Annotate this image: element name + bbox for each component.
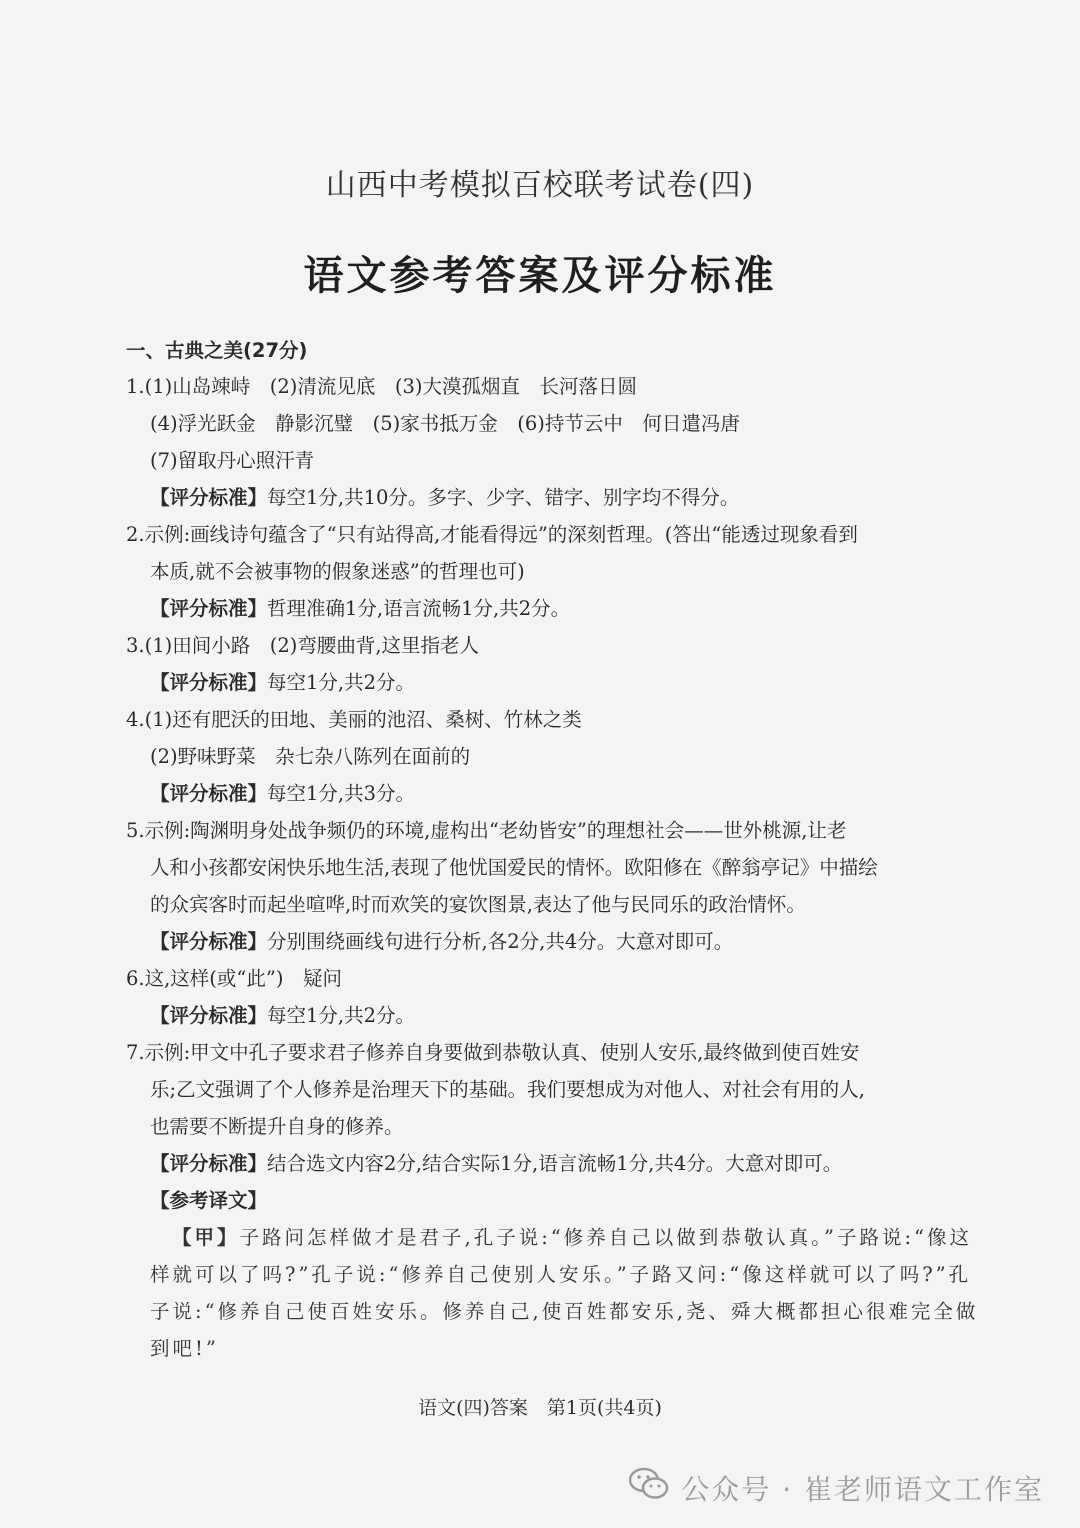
scoring-label: 【评分标准】	[150, 930, 268, 953]
translation-heading: 【参考译文】	[150, 1189, 268, 1212]
scoring-text: 每空1分,共2分。	[267, 671, 416, 694]
watermark	[627, 1466, 1044, 1509]
translation-line: 样就可以了吗?”孔子说:“修养自己使别人安乐。”子路又问:“像这样就可以了吗?”孔	[150, 1263, 972, 1286]
translation-line	[172, 1225, 972, 1251]
scoring-label: 【评分标准】	[150, 1152, 268, 1175]
answer-line: 的众宾客时而起坐喧哗,时而欢笑的宴饮图景,表达了他与民同乐的政治情怀。	[150, 893, 806, 916]
scoring-label: 【评分标准】	[150, 597, 268, 620]
scoring-line	[150, 485, 739, 511]
scoring-line	[150, 781, 415, 807]
scoring-line	[150, 596, 570, 622]
scoring-line	[150, 929, 733, 955]
scoring-label: 【评分标准】	[150, 486, 268, 509]
answer-line: 乐;乙文强调了个人修养是治理天下的基础。我们要想成为对他人、对社会有用的人,	[150, 1078, 865, 1101]
exam-title: 山西中考模拟百校联考试卷(四)	[325, 168, 755, 203]
wechat-icon	[627, 1466, 671, 1509]
translation-line: 到吧!”	[150, 1337, 219, 1360]
section-heading: 一、古典之美(27分)	[126, 339, 308, 362]
scoring-text: 每空1分,共2分。	[267, 1004, 416, 1027]
answer-line: 5.示例:陶渊明身处战争频仍的环境,虚构出“老幼皆安”的理想社会——世外桃源,让老	[126, 819, 847, 842]
scoring-text: 分别围绕画线句进行分析,各2分,共4分。大意对即可。	[267, 930, 734, 953]
scoring-label: 【评分标准】	[150, 782, 268, 805]
answer-line: 7.示例:甲文中孔子要求君子修养自身要做到恭敬认真、使别人安乐,最终做到使百姓安	[126, 1041, 860, 1064]
translation-text: 子路问怎样做才是君子,孔子说:“修养自己以做到恭敬认真。”子路说:“像这	[239, 1226, 973, 1249]
answer-line: (7)留取丹心照汗青	[150, 449, 315, 472]
answer-line: 2.示例:画线诗句蕴含了“只有站得高,才能看得远”的深刻哲理。(答出“能透过现象看到	[126, 523, 858, 546]
page-subtitle: 语文参考答案及评分标准	[303, 253, 777, 299]
answer-line: (2)野味野菜 杂七杂八陈列在面前的	[150, 745, 471, 768]
answer-line: 6.这,这样(或“此”) 疑问	[126, 967, 342, 990]
scoring-text: 结合选文内容2分,结合实际1分,语言流畅1分,共4分。大意对即可。	[267, 1152, 843, 1175]
answer-line: (4)浮光跃金 静影沉璧 (5)家书抵万金 (6)持节云中 何日遣冯唐	[150, 412, 740, 435]
scoring-label: 【评分标准】	[150, 1004, 268, 1027]
page-footer: 语文(四)答案 第1页(共4页)	[418, 1397, 662, 1419]
answer-line: 1.(1)山岛竦峙 (2)清流见底 (3)大漠孤烟直 长河落日圆	[126, 375, 637, 398]
scoring-text: 哲理准确1分,语言流畅1分,共2分。	[267, 597, 571, 620]
translation-label: 【甲】	[172, 1226, 240, 1249]
watermark-text: 公众号 · 崔老师语文工作室	[681, 1472, 1044, 1506]
scoring-label: 【评分标准】	[150, 671, 268, 694]
scoring-line	[150, 1003, 415, 1029]
scoring-line	[150, 1151, 842, 1177]
answer-line: 人和小孩都安闲快乐地生活,表现了他忧国爱民的情怀。欧阳修在《醉翁亭记》中描绘	[150, 856, 878, 879]
translation-line: 子说:“修养自己使百姓安乐。修养自己,使百姓都安乐,尧、舜大概都担心很难完全做	[150, 1300, 979, 1323]
answer-line: 也需要不断提升自身的修养。	[150, 1115, 404, 1138]
answer-line: 本质,就不会被事物的假象迷惑”的哲理也可)	[150, 560, 525, 583]
scoring-text: 每空1分,共3分。	[267, 782, 416, 805]
answer-line: 3.(1)田间小路 (2)弯腰曲背,这里指老人	[126, 634, 480, 657]
answer-line: 4.(1)还有肥沃的田地、美丽的池沼、桑树、竹林之类	[126, 708, 582, 731]
scoring-text: 每空1分,共10分。多字、少字、错字、别字均不得分。	[267, 486, 740, 509]
scoring-line	[150, 670, 415, 696]
